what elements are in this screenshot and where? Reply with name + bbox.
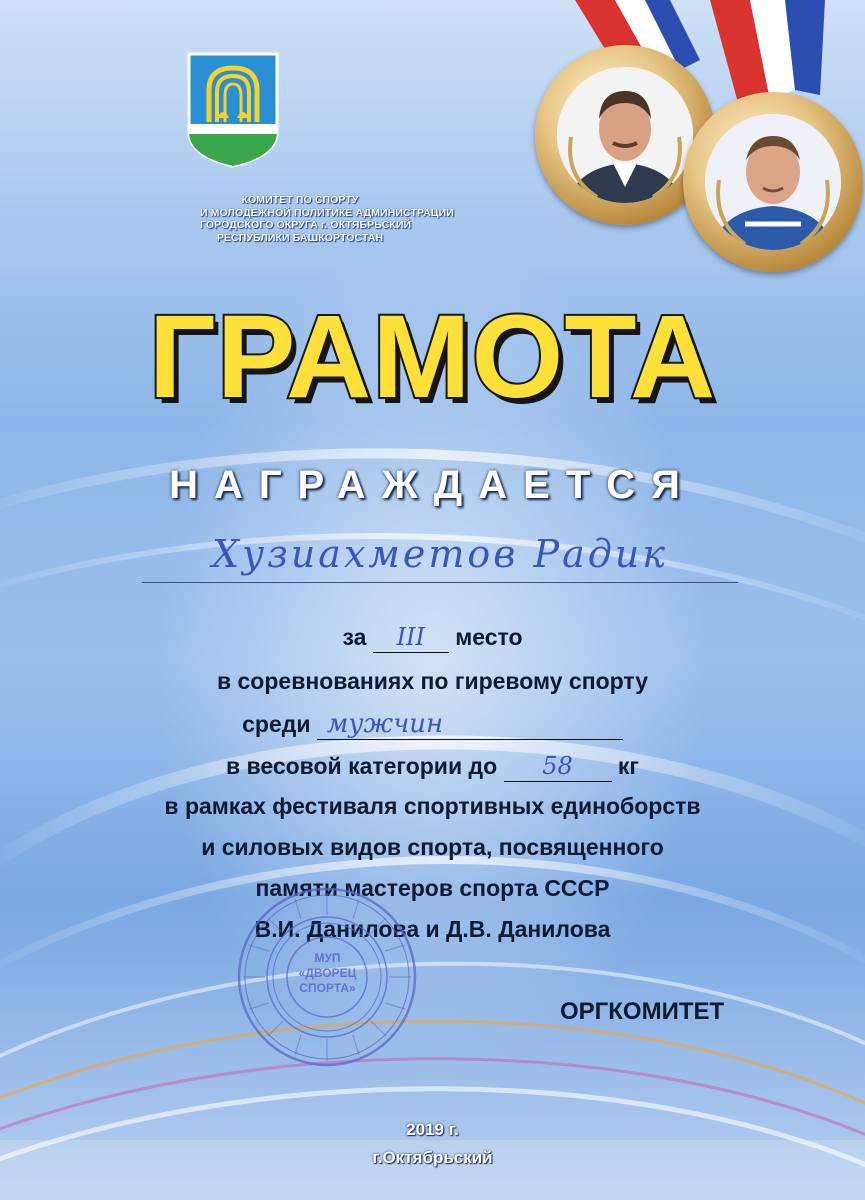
official-stamp [235, 885, 420, 1070]
certificate-title: ГРАМОТА [148, 291, 717, 423]
memorial-names-line: В.И. Данилова и Д.В. Данилова [254, 916, 611, 942]
committee-header [200, 194, 454, 244]
place-suffix: место [455, 624, 523, 650]
issue-city: г.Октябрьский [372, 1148, 493, 1167]
issue-year: 2019 г. [406, 1120, 459, 1139]
portrait-icon [557, 67, 693, 203]
place-prefix: за [342, 624, 367, 650]
medal-portrait-2 [683, 92, 863, 272]
committee-line: И МОЛОДЕЖНОЙ ПОЛИТИКЕ АДМИНИСТРАЦИИ [200, 206, 454, 219]
group-line [0, 709, 865, 740]
stamp-center-text [287, 951, 368, 996]
recipient-name-underline [142, 582, 738, 583]
competition-line: в соревнованиях по гиревому спорту [216, 668, 649, 694]
recipient-name: Хузиахметов Радик [212, 532, 668, 576]
portrait-icon [705, 114, 841, 250]
committee-line: ГОРОДСКОГО ОКРУГА г. ОКТЯБРЬСКИЙ [200, 219, 412, 232]
festival-line: в рамках фестиваля спортивных единоборств [164, 793, 701, 819]
memorial-line: памяти мастеров спорта СССР [255, 875, 610, 901]
orgcommittee-signature: ОРГКОМИТЕТ [560, 998, 725, 1025]
weight-suffix: кг [617, 753, 640, 779]
coat-of-arms-logo [187, 52, 279, 168]
stamp-line: СПОРТА» [299, 981, 356, 995]
group-prefix: среди [242, 711, 311, 737]
weight-line [0, 751, 865, 782]
place-line [0, 622, 865, 653]
certificate-subtitle: НАГРАЖДАЕТСЯ [169, 463, 696, 507]
stamp-line: МУП [314, 951, 341, 965]
committee-line: РЕСПУБЛИКИ БАШКОРТОСТАН [216, 231, 384, 244]
weight-value: 58 [504, 751, 612, 782]
festival-line-2: и силовых видов спорта, посвященного [201, 834, 664, 860]
place-value: III [373, 622, 449, 653]
weight-prefix: в весовой категории до [225, 753, 498, 779]
committee-line: КОМИТЕТ ПО СПОРТУ [241, 194, 359, 206]
stamp-line: «ДВОРЕЦ [298, 966, 357, 980]
group-value: мужчин [317, 709, 623, 740]
